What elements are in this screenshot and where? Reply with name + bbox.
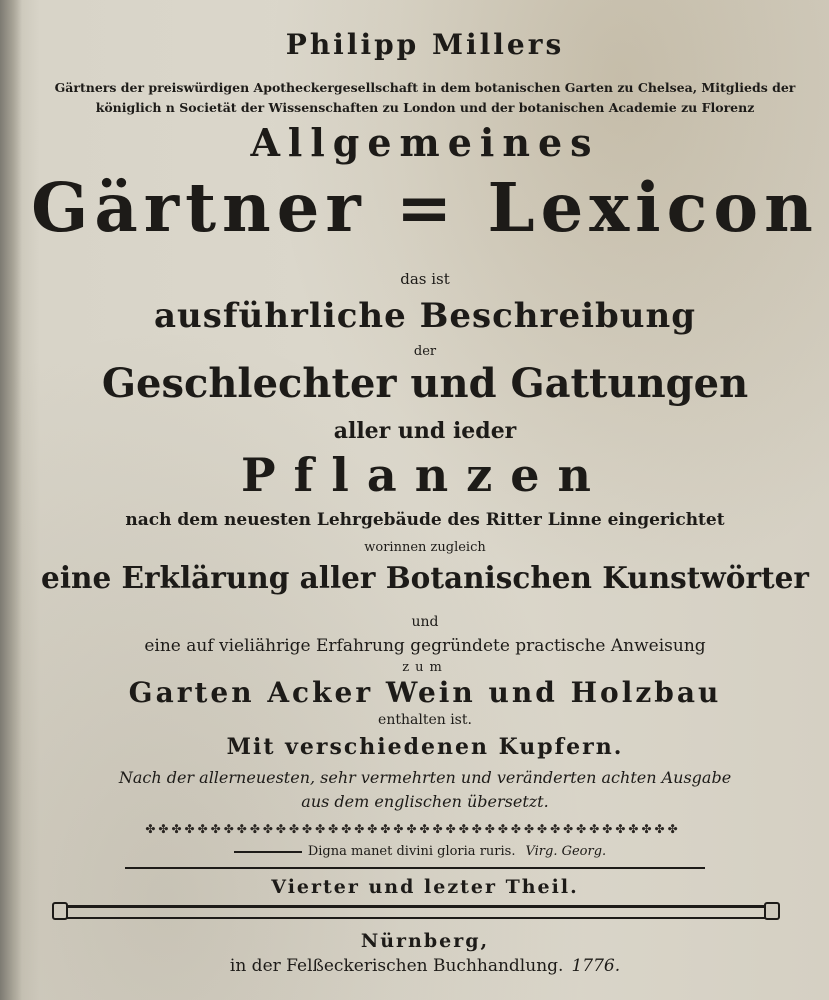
- subtitle-das-ist: das ist: [400, 270, 450, 288]
- author-name: Philipp Millers: [285, 28, 565, 61]
- subtitle-zum: zum: [402, 660, 448, 675]
- imprint-place: Nürnberg,: [360, 930, 490, 952]
- imprint-year: 1776.: [571, 956, 621, 976]
- subtitle-geschlechter: Geschlechter und Gattungen: [101, 360, 749, 407]
- imprint-line: [40, 956, 810, 976]
- subtitle-enthalten: enthalten ist.: [378, 712, 472, 728]
- imprint-publisher: in der Felßeckerischen Buchhandlung.: [229, 956, 564, 976]
- subtitle-aller: aller und ieder: [333, 418, 517, 444]
- motto-source: Virg. Georg.: [525, 844, 607, 859]
- book-binding-edge: [0, 0, 22, 1000]
- latin-motto: [200, 844, 640, 859]
- edition-line-1: Nach der allerneuesten, sehr vermehrten und veränderten achten Ausgabe: [118, 768, 732, 787]
- edition-line-2: aus dem englischen übersetzt.: [301, 792, 549, 811]
- subtitle-ausfuehrliche: ausführliche Beschreibung: [154, 296, 696, 336]
- subtitle-anweisung: eine auf vieliährige Erfahrung gegründete practische Anweisung: [144, 636, 706, 656]
- title-line-1: Allgemeines: [250, 120, 600, 165]
- kupfern-line: Mit verschiedenen Kupfern.: [226, 734, 624, 760]
- thin-rule: [125, 867, 705, 869]
- author-description-line-1: Gärtners der preiswürdigen Apotheckergesellschaft in dem botanischen Garten zu Chelsea, Mitglieds der: [54, 80, 796, 95]
- motto-dash: [234, 851, 302, 853]
- subtitle-erklaerung: eine Erklärung aller Botanischen Kunstwörter: [41, 560, 809, 595]
- thick-double-rule: [62, 905, 770, 919]
- volume-statement: Vierter und lezter Theil.: [271, 876, 579, 898]
- rule-end-cap-left: [52, 902, 68, 920]
- rule-end-cap-right: [764, 902, 780, 920]
- motto-text: Digna manet divini gloria ruris.: [307, 844, 516, 859]
- subtitle-der: der: [413, 344, 437, 359]
- subtitle-und: und: [411, 614, 439, 630]
- subtitle-nach-linne: nach dem neuesten Lehrgebäude des Ritter Linne eingerichtet: [125, 510, 725, 530]
- fleuron-ornament-row: ✤✤✤✤✤✤✤✤✤✤✤✤✤✤✤✤✤✤✤✤✤✤✤✤✤✤✤✤✤✤✤✤✤✤✤✤✤✤✤✤✤: [145, 822, 681, 836]
- subtitle-worinnen: worinnen zugleich: [364, 540, 486, 555]
- main-title: Gärtner = Lexicon: [31, 168, 819, 247]
- subtitle-garten: Garten Acker Wein und Holzbau: [128, 676, 722, 709]
- subtitle-pflanzen: Pflanzen: [241, 448, 609, 502]
- author-description-line-2: königlich n Societät der Wissenschaften zu London und der botanischen Academie zu Florenz: [95, 100, 755, 115]
